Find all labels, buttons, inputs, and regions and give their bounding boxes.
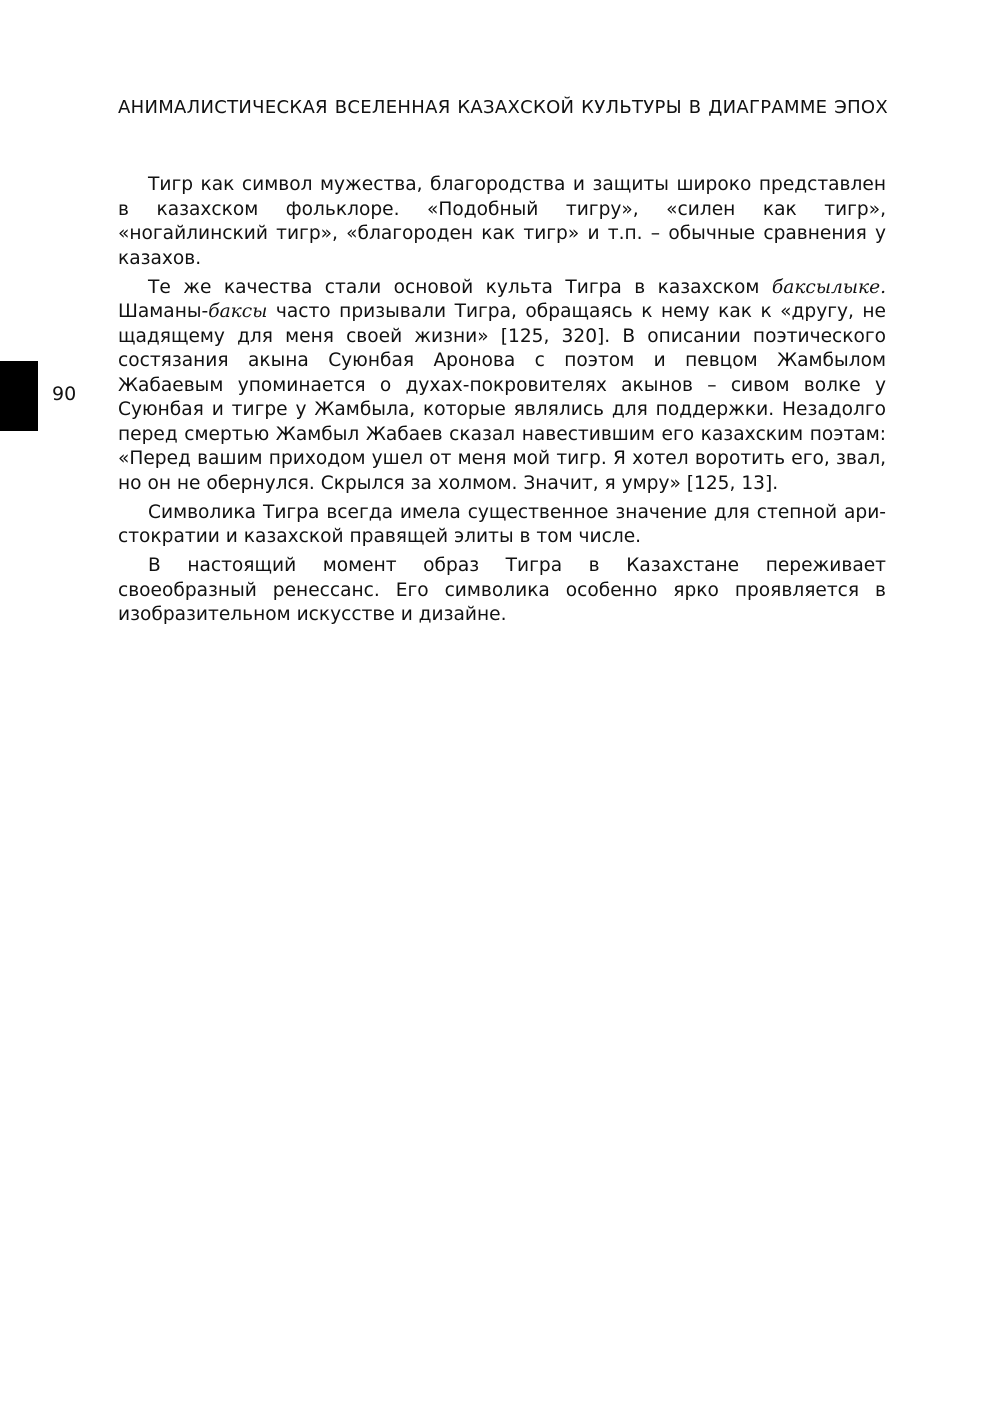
page-number: 90 xyxy=(52,383,77,405)
paragraph-2 xyxy=(118,276,886,497)
italic-term-baksylyk: баксылыке. xyxy=(771,276,886,298)
paragraph-4: В настоящий момент образ Тигра в Казахстане переживает своеобразный ренессанс. Его символика особенно ярко проявляется в изобразительном искусстве и дизайне. xyxy=(118,555,886,625)
chapter-edge-tab xyxy=(0,361,38,431)
running-header: АНИМАЛИСТИЧЕСКАЯ ВСЕЛЕННАЯ КАЗАХСКОЙ КУЛЬТУРЫ В ДИАГРАММЕ ЭПОХ xyxy=(118,97,888,118)
italic-term-baksy: баксы xyxy=(208,301,268,322)
paragraph-3: Символика Тигра всегда имела существенное значение для степной аристократии и казахской правящей элиты в том числе. xyxy=(118,501,886,547)
paragraph-2-part-c: часто призывали Тигра, обращаясь к нему как к «другу, не щадящему для меня своей жизни» [125, 320]. В описании поэтического состязания акына Суюнбая Аронова с поэтом и певцом Жамбылом Жабаевым упоминается о духах-покровителях акынов – сивом волке у Суюнбая и тигре у Жамбыла, которые являлись для поддержки. Незадолго перед смертью Жамбыл Жабаев сказал навестившим его казахским поэтам: «Перед вашим приходом ушел от меня мой тигр. Я хотел воротить его, звал, но он не обернулся. Скрылся за холмом. Значит, я умру» [125, 13]. xyxy=(118,301,886,494)
paragraph-2-part-b: Шаманы- xyxy=(118,301,209,322)
paragraph-1: Тигр как символ мужества, благородства и защиты широко представлен в казахском фольклоре. «Подобный тигру», «силен как тигр», «ногайлинский тигр», «благороден как тигр» и т.п. – обычные сравнения у казахов. xyxy=(118,174,886,269)
paragraph-2-part-a: Те же качества стали основой культа Тигра в казахском xyxy=(148,276,772,298)
body-text xyxy=(118,173,886,632)
